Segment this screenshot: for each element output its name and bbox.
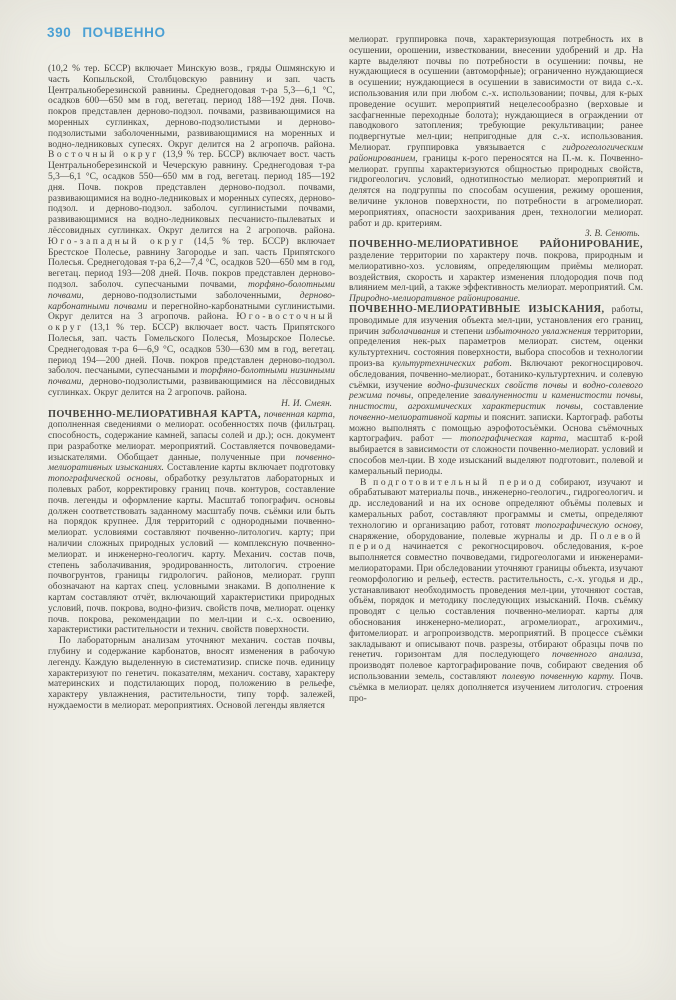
text-run: гидрогеологическим районированием,: [349, 142, 643, 164]
text-run: и пояснит. записки. Картограф. работы можно выполнять с помощью аэрофотосъёмки. Основа съёмочных картографич. работ —: [349, 412, 643, 445]
text-run: торфяно-болотными низинными почвами,: [48, 366, 335, 388]
text-run: (13,1 % тер. БССР) включает вост. часть Припятского Полесья, зап. часть Гомельского Полесья, Мозырское Полесье. Среднегодовая т-ра 6—6,9 °С, осадков 530—630 мм в год, вегетац. период 194—200 дней. Почв. покров представлен дерново-подзол. заболоч. песчаными, супесчаными и: [48, 323, 335, 377]
paragraph: [48, 64, 335, 399]
text-run: заболачивания: [381, 326, 441, 337]
text-run: (10,2 % тер. БССР) включает Минскую возв., гряды Ошмянскую и часть Копыльской, Столбцовскую равнину и зап. часть Центральноберезинской равнины. Среднегодовая т-ра 5,3—6,1 °С, осадков 600—650 мм в год, вегетац. период 188—192 дня. Почв. покров представлен дерново-подзол. почвами, развивающимися на моренных суглинках, дерново-подзолистыми и дерново-подзолистыми заболоченными, развивающимися на моренных и водно-ледниковых супесях. Округ делится на 2 агропочв. района.: [48, 64, 335, 150]
text-run: З. В. Сенють.: [584, 229, 640, 240]
text-run: производят полевое картографирование почв, собирают сведения об использовании земель, составляют: [349, 661, 643, 683]
article-title: ПОЧВЕННО-МЕЛИОРАТИВНЫЕ ИЗЫСКАНИЯ,: [349, 303, 605, 315]
text-run: полевую почвенную карту.: [501, 672, 615, 683]
text-run: Юго-западный округ: [48, 236, 186, 247]
text-run: Н. И. Смеян.: [281, 398, 332, 409]
running-title: ПОЧВЕННО: [82, 25, 166, 40]
text-run: обработку результатов лабораторных и полевых работ, корректировку границ почв. контуров, составление почв. легенды и оформление карты. Масштаб топографич. основы должен соответствовать заданному масштабу почв. съёмки или быть на порядок крупнее. Для территорий с однородными почвенно-мелиорат. условиями составляют почвенно-литологич. карту; при наличии сложных природных условий — комплексную почвенно-мелиорат. и инженерно-геологич. карту. Механич. состав почв, степень заболачивания, эродированность, литологич. строение почвогрунтов, границы гидрологич. районов, мелиорат. групп обозначают на картах спец. условными знаками. В дополнение к картам составляют отчёт, включающий характеристики природных условий, почв. покрова, водно-физич. свойств почв, мелиорат. оценку почв. покрова, рекомендации по мел-ции и с.-х. освоению, характеристики растительности и технич. свойств поверхности.: [48, 474, 336, 636]
text-run: торфяно-болотными почвами,: [48, 279, 335, 301]
text-run: Почв. съёмка в мелиорат. целях дополняется изучением литологич. строения про-: [349, 672, 644, 704]
text-run: почвенно-мелиоративной карты: [349, 412, 482, 423]
text-run: составление: [582, 402, 643, 413]
text-run: культуртехнических работ.: [392, 358, 513, 369]
text-run: и: [567, 380, 583, 391]
text-run: топографической основы,: [48, 474, 159, 485]
text-run: Полевой период: [349, 531, 643, 553]
text-run: почвенного анализа,: [551, 650, 643, 661]
text-run: завалуненности и каменистости почвы, пнистости, агрохимических характеристик почвы,: [349, 391, 644, 413]
text-run: территории, определения нек-рых параметров мелиорат. систем, оценки культуртехнич. состояния поверхности, выбора способов и технологии произ-ва: [349, 326, 643, 369]
text-run: собирают, изучают и обрабатывают материалы почв., инженерно-геологич., гидрогеологич. и др. исследований и на их основе определяют объёмы полевых и камеральных работ, составляют программы и сметы, определяют технологию и организацию работ, готовят: [349, 477, 644, 531]
text-run: почвенная карта,: [263, 409, 335, 420]
text-run: По лабораторным анализам уточняют механич. состав почвы, глубину и содержание карбонатов, вносят изменения в рабочую легенду. Каждую выделенную в систематизир. списке почв. единицу характеризуют по генетич. показателям, механич. составу, характеру материнских и подстилающих пород, положению в рельефе, характеру увлажнения, растительности, типу торф. залежей, нуждаемости в мелиорат. мероприятиях. Основой легенды является: [48, 636, 335, 712]
text-run: границы к-рого переносятся на П.-м. к. Почвенно-мелиорат. группы характеризуются общностью природных свойств, гидрогеологич. условий, однотипностью мелиорат. мероприятий и делятся на подгруппы по способам осушения, режиму орошения, величине уклонов поверхности, по потребности в агромелиорат. мероприятиях, опасности заохривания дрен, технологии мелиорат. работ и др. критериям.: [349, 153, 643, 229]
text-run: водно-физических свойств почвы: [427, 380, 568, 391]
text-run: Природно-мелиоративное районирование.: [349, 294, 521, 305]
running-head: [47, 25, 166, 40]
text-run: и перегнойно-карбонатными суглинистыми. Округ делится на 3 агропочв. района.: [48, 301, 335, 323]
text-run: начинается с рекогносцировоч. обследования, к-рое выполняется совместно почвоведами, гидрогеологами и инженерами-мелиораторами. При обследовании уточняют границы объекта, изучают геоморфологию и рельеф, естеств. растительность, с.-х. угодья и др., устанавливают необходимость проведения мел-ции, уточняют состав, объём, порядок и методику последующих изысканий. Почв. съёмку проводят с целью составления почвенно-мелиорат. карты для обоснования инженерно-мелиорат., агромелиорат., агрохимич., фитомелиорат. и агропроизводств. мероприятий. В процессе съёмки закладывают и описывают почв. разрезы, отбирают образцы почв по генетич. горизонтам для последующего: [349, 542, 643, 661]
paragraph: [48, 636, 335, 712]
text-run: водно-солевого режима почвы,: [349, 380, 643, 402]
text-run: Составление карты включает подготовку: [163, 463, 335, 474]
text-run: избыточного увлажнения: [485, 326, 592, 337]
text-run: дерново-подзолистыми, развивающимися на лёссовидных суглинках. Округ делится на 2 агропочв. района.: [48, 377, 335, 398]
text-run: мелиорат. группировка почв, характеризующая потребность их в осушении, орошении, известковании, внесении удобрений и др. На карте выделяют почвы по потребности в осушении: почвы, не нуждающиеся в осушении (автоморфные); ограниченно нуждающиеся в осушении; нуждающиеся в осушении в зависимости от вида с.-х. использования или при любом с.-х. использовании; почвы, для к-рых проведение осушит. мероприятий нецелесообразно (верховые и засфагненные переходные болота); нуждающиеся в ограждении от паводкового затопления; требующие рекультивации; ранее подвергнутые мел-ции; непригодные для с.-х. использования. Мелиорат. группировка увязывается с: [349, 35, 643, 153]
left-column: [48, 64, 335, 712]
paragraph: [349, 35, 643, 229]
text-run: почвенно-мелиоративных изысканиях.: [48, 452, 335, 474]
text-run: (13,9 % тер. БССР) включает вост. часть Центральноберезинской и Чечерскую равнину. Среднегодовая т-ра 5,3—6,1 °С, осадков 550—650 мм в год, вегетац. период 185—192 дня. Почв. покров представлен дерново-подзол. почвами, развивающимися на водно-ледниковых и моренных супесях, дерново-подзол. и дерново-подзол. заболоч. суглинистыми почвами, развивающимися на водно-ледниковых песчанисто-пылеватых и лёссовидных суглинках. Округ делится на 2 агропочв. района.: [48, 150, 335, 236]
text-run: (14,5 % тер. БССР) включает Брестское Полесье, равнину Загородье и зап. часть Припятского Полесья. Среднегодовая т-ра 6,2—7,4 °С, осадков 520—650 мм в год, вегетац. период 193—208 дней. Почв. покров представлен дерново-подзол. заболоч. супесчаными почвами,: [48, 236, 335, 290]
article-title: ПОЧВЕННО-МЕЛИОРАТИВНАЯ КАРТА,: [48, 408, 262, 420]
paragraph: [349, 305, 643, 478]
text-run: дерново-подзолистыми заболоченными,: [83, 290, 300, 301]
text-run: и степени: [440, 326, 486, 337]
text-run: подготовительный период: [373, 477, 544, 488]
text-run: Восточный округ: [48, 150, 159, 161]
text-run: Юго-восточный округ: [48, 312, 335, 334]
text-run: разделение территории по характеру почв. покрова, природным и мелиоративно-хоз. условиям, определяющим приёмы мелиорат. воздействия, скорость и характер изменения плодородия почв под влиянием мел-ций, а также эффективность мелиорат. мероприятий. См.: [349, 250, 643, 294]
paragraph: [349, 478, 643, 705]
text-run: дерново-карбонатными почвами: [48, 290, 335, 312]
paragraph: [48, 410, 335, 637]
article-title: ПОЧВЕННО-МЕЛИОРАТИВНОЕ РАЙОНИРОВАНИЕ,: [349, 239, 643, 251]
text-run: Включают рекогносцировоч. обследования, почвенно-мелиорат., ботанико-культуртехнич. и солевую съёмки, изучение: [349, 358, 643, 391]
text-run: В: [360, 477, 374, 488]
right-column: [349, 35, 643, 704]
text-run: топографическая карта,: [460, 434, 569, 445]
page-number: 390: [47, 25, 72, 40]
paragraph: [349, 240, 643, 305]
text-run: масштаб к-рой выбирается в зависимости от сложности почвенно-мелиорат. условий и способов мел-ции. В ходе изысканий выделяют подготовит., полевой и камеральный периоды.: [349, 434, 644, 477]
text-run: определение: [413, 391, 474, 402]
text-run: топографическую основу,: [535, 520, 643, 531]
text-run: дополненная сведениями о мелиорат. особенностях почв (фильтрац. способность, содержание камней, запасы солей и др.); осн. документ при разработке мелиорат. мероприятий. Составляется почвоведами-изыскателями. Обобщает данные, полученные при: [48, 420, 335, 463]
text-run: снаряжение, оборудование, полевые журналы и др.: [349, 531, 591, 542]
text-run: работы, проводимые для изучения объекта мел-ции, установления его границ, причин: [349, 304, 643, 337]
